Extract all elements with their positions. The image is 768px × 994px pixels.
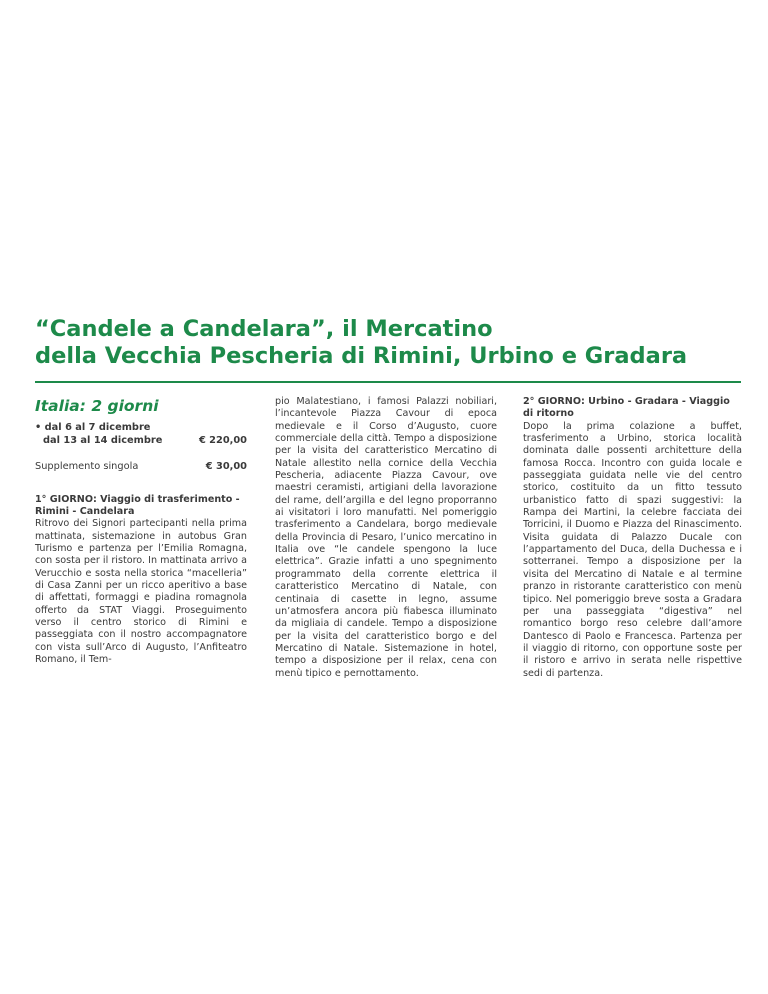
supplement-label: Supplemento singola (35, 461, 139, 472)
date-range-2: dal 13 al 14 dicembre (43, 434, 163, 446)
title-line-1: “Candele a Candelara”, il Mercatino (35, 316, 493, 342)
price-value: € 220,00 (198, 434, 247, 446)
column-1 (35, 396, 247, 666)
day1-heading-line1: 1° GIORNO: Viaggio di trasferimento - (35, 493, 240, 505)
trip-duration: Italia: 2 giorni (35, 397, 159, 415)
day1-heading-line2: Rimini - Candelara (35, 505, 135, 517)
column-3 (523, 396, 742, 680)
day1-heading (35, 494, 247, 519)
date-range-1: • dal 6 al 7 dicembre (35, 422, 151, 433)
day2-text: Dopo la prima colazione a buffet, trasferimento a Urbino, storica località dominata dalle possenti architetture della famosa Rocca. Incontro con guida locale e passeggiata guidata nelle vie del centro storico, costituito da un fitto tessuto urbanistico fatto di spazi suggestivi: la Rampa dei Martini, la celebre facciata dei Torricini, il Duomo e Piazza del Rinascimento. Visita guidata di Palazzo Ducale con l’appartamento del Duca, della Duchessa e i sotterranei. Tempo a disposizione per la visita del Mercatino di Natale e al termine pranzo in ristorante caratteristico con menù tipico. Nel pomeriggio breve sosta a Gradara per una passeggiata “digestiva” nel romantico borgo reso celebre dall’amore Dantesco di Paolo e Francesca. Partenza per il viaggio di ritorno, con opportune soste per il ristoro e arrivo in serata nelle rispettive sedi di partenza. (523, 420, 742, 679)
day1-text-part1: Ritrovo dei Signori partecipanti nella prima mattinata, sistemazione in autobus Gran Turismo e partenza per l’Emilia Romagna, con sosta per il ristoro. In mattinata arrivo a Verucchio e sosta nella storica “macelleria” di Casa Zanni per un ricco aperitivo a base di affettati, formaggi e piadina romagnola offerto da STAT Viaggi. Proseguimento verso il centro storico di Rimini e passeggiata con il nostro accompagnatore con vista sull’Arco di Augusto, l’Anfiteatro Romano, il Tem- (35, 518, 247, 665)
day1-text-part2: pio Malatestiano, i famosi Palazzi nobiliari, l’incantevole Piazza Cavour di epoca medievale e il Corso d’Augusto, cuore commerciale della città. Tempo a disposizione per la visita del caratteristico Mercatino di Natale allestito nella cornice della Vecchia Pescheria, adiacente Piazza Cavour, ove maestri ceramisti, artigiani della lavorazione del rame, dell’argilla e del legno proporranno ai visitatori i loro manufatti. Nel pomeriggio trasferimento a Candelara, borgo medievale della Provincia di Pesaro, l’unico mercatino in Italia ove “le candele spengono la luce elettrica”. Grazie infatti a uno spegnimento programmato della corrente elettrica il caratteristico Mercatino di Natale, con centinaia di casette in legno, assume un’atmosfera ancora più fiabesca illuminato da migliaia di candele. Tempo a disposizione per la visita del caratteristico borgo e del Mercatino di Natale. Sistemazione in hotel, tempo a disposizione per il relax, cena con menù tipico e pernottamento. (275, 396, 497, 679)
title-divider (35, 381, 741, 383)
day2-heading-line1: 2° GIORNO: Urbino - Gradara - Viaggio (523, 396, 730, 407)
dates-price-row (35, 422, 247, 447)
day2-heading-line2: di ritorno (523, 408, 574, 420)
title-line-2: della Vecchia Pescheria di Rimini, Urbino e Gradara (35, 343, 688, 369)
page-title (35, 316, 735, 370)
column-2 (275, 396, 497, 680)
day2-heading (523, 396, 742, 421)
supplement-price: € 30,00 (205, 461, 247, 472)
supplement-row (35, 461, 247, 474)
